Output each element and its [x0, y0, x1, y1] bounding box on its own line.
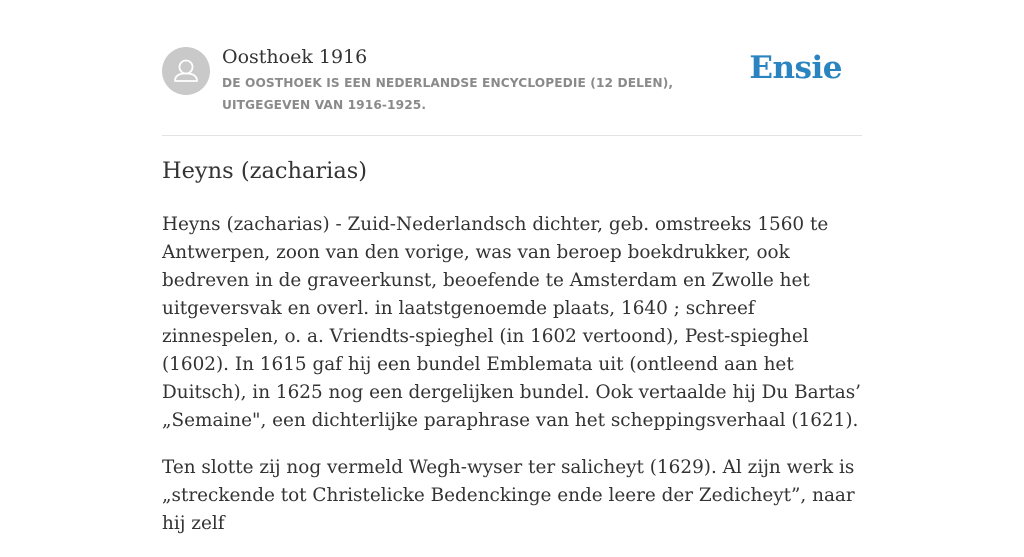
article-body — [162, 211, 867, 557]
ensie-logo-link[interactable]: Ensie — [749, 50, 842, 86]
avatar[interactable] — [162, 47, 210, 95]
source-header — [162, 0, 862, 136]
article-paragraph: Ten slotte zij nog vermeld Wegh-wyser ter salicheyt (1629). Al zijn werk is „streckende tot Christelicke Bedenckinge ende leere der Zedicheyt”, naar hij zelf — [162, 457, 855, 534]
source-description: DE OOSTHOEK IS EEN NEDERLANDSE ENCYCLOPEDIE (12 DELEN), UITGEGEVEN VAN 1916-1925. — [222, 76, 674, 112]
source-title[interactable]: Oosthoek 1916 — [222, 46, 368, 68]
user-icon — [162, 47, 210, 95]
article-paragraph: Heyns (zacharias) - Zuid-Nederlandsch dichter, geb. omstreeks 1560 te Antwerpen, zoon van den vorige, was van beroep boekdrukker, ook bedreven in de graveerkunst, beoefende te Amsterdam en Zwolle het uitgeversvak en overl. in laatstgenoemde plaats, 1640 ; schreef zinnespelen, o. a. Vriendts-spieghel (in 1602 vertoond), Pest-spieghel (1602). In 1615 gaf hij een bundel Emblemata uit (ontleend aan het Duitsch), in 1625 nog een dergelijken bundel. Ook vertaalde hij Du Bartas’ „Semaine", een dichterlijke paraphrase van het scheppingsverhaal (1621). — [162, 214, 862, 431]
article-headword: Heyns (zacharias) — [162, 158, 368, 184]
content-container — [162, 0, 862, 534]
